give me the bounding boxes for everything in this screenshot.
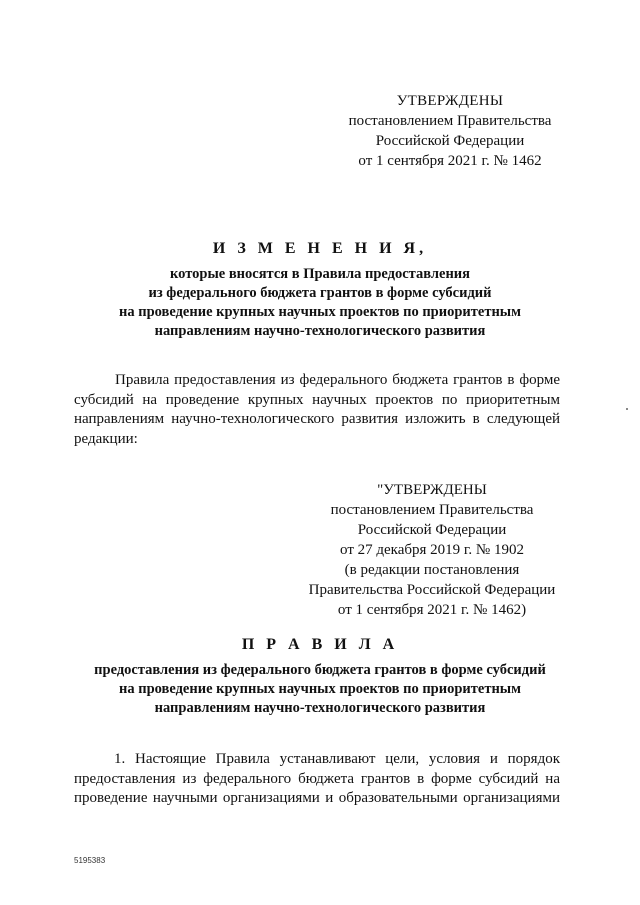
approval-heading: УТВЕРЖДЕНЫ (396, 93, 504, 109)
subtitle-line: направлениям научно-технологического развития (154, 323, 486, 339)
subtitle-line: направлениям научно-технологического развития (154, 700, 486, 716)
subtitle-line: на проведение крупных научных проектов по приоритетным (118, 304, 522, 320)
paragraph-line: проведение научными организациями и образовательными организациями (74, 790, 560, 806)
approval-line: от 1 сентября 2021 г. № 1462 (358, 153, 542, 169)
approval-line: Правительства Российской Федерации (308, 582, 556, 598)
changes-subtitle (60, 265, 580, 341)
approval-line: постановлением Правительства (348, 113, 552, 129)
document-number: 5195383 (74, 856, 106, 865)
approval-line: (в редакции постановления (344, 562, 520, 578)
paragraph-line: 1. Настоящие Правила устанавливают цели, условия и порядок (114, 751, 560, 767)
paragraph-line: субсидий на проведение крупных научных проектов по приоритетным (74, 391, 560, 408)
approval-line: Российской Федерации (357, 522, 507, 538)
paragraph-1 (74, 750, 560, 809)
paragraph-line: предоставления из федерального бюджета грантов в форме субсидий на (74, 770, 560, 787)
subtitle-line: на проведение крупных научных проектов по приоритетным (118, 681, 522, 697)
subtitle-line: которые вносятся в Правила предоставления (169, 266, 470, 282)
changes-title: И З М Е Н Е Н И Я, (212, 240, 428, 257)
paragraph-line: направлениям научно-технологического развития изложить в следующей (74, 411, 560, 427)
approval-line: постановлением Правительства (330, 502, 534, 518)
quoted-approval-stamp (300, 480, 564, 620)
rules-subtitle (60, 661, 580, 718)
paragraph-line: редакции: (74, 430, 138, 447)
approval-line: Российской Федерации (375, 133, 525, 149)
scan-mark (626, 408, 628, 410)
approval-heading: "УТВЕРЖДЕНЫ (377, 482, 487, 498)
subtitle-line: предоставления из федерального бюджета грантов в форме субсидий (94, 662, 546, 678)
paragraph-line: Правила предоставления из федерального бюджета грантов в форме (115, 372, 560, 388)
approval-line: от 1 сентября 2021 г. № 1462) (337, 602, 527, 618)
rules-title: П Р А В И Л А (241, 636, 399, 653)
approval-stamp (340, 91, 560, 171)
intro-paragraph (74, 371, 560, 449)
approval-line: от 27 декабря 2019 г. № 1902 (340, 542, 524, 558)
subtitle-line: из федерального бюджета грантов в форме субсидий (148, 285, 492, 301)
